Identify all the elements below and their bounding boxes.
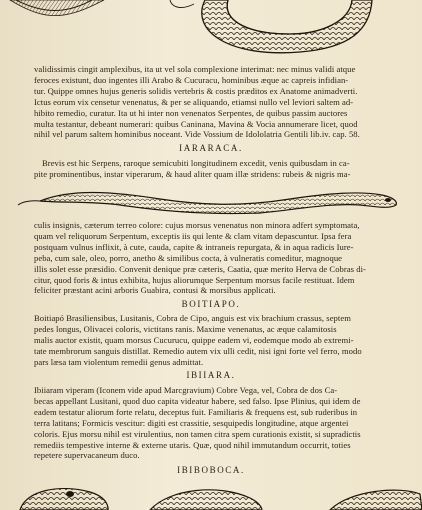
text-line: Brevis est hic Serpens, raroque semicubiti longitudinem excedit, venis quibusdam in ca- [42, 158, 350, 168]
text-line: Ibiiaram viperam (Iconem vide apud Marcgravium) Cobre Vega, vel, Cobra de dos Ca- [34, 385, 338, 395]
section-heading-ibiiara: IBIIARA. [186, 370, 236, 380]
text-line: becas appellant Lusitani, quod duo capita videatur habere, sed falso. Ipse Plinius, qui idem de [34, 395, 361, 406]
text-line: pedes longus, Olivacei coloris, victitans ranis. Maxime venenatus, ac æque calamitosis [34, 323, 337, 334]
text-line: peba, cum sale, oleo, porro, anetho & similibus cocta, à vulneratis comeditur, magnoque [34, 252, 343, 263]
text-line: pite prominentibus, instar viperarum, & haud aliter quam illæ stridens: rubeis & nigris ma- [34, 168, 351, 179]
text-line: eadem testatur aliorum forte relatu, deceptus fuit. Familiaris & frequens est, sub ruderibus in [34, 406, 358, 417]
text-line: nihil vel parum saltem hominibus noceant. Vide Vossium de Idololatria Gentili lib.iv. cap. 58. [34, 129, 360, 140]
text-line: illis solet esse præsidio. Convenit denique præ cæteris, Caatia, quæ merito Herva de Cobras di- [34, 263, 366, 274]
text-line: malis auctor existit, quam morsus Cucurucu, quippe eadem vi, eodemque modo ab extremi- [34, 334, 354, 345]
iararaca-body [34, 220, 406, 296]
text-line: tate membrorum sanguis distillat. Remedio autem vix ulli cedit, nisi igni forte vel ferro, modo [34, 345, 362, 356]
text-line: citur, quod foris & intus exhibita, hujus aliorumque Serpentum morsus facile restituat. Idem [34, 274, 355, 285]
text-line: quam vel reliquorum Serpentum, exceptis iis qui lente & clam vitam depascuntur. Ipsa fera [34, 230, 352, 241]
text-line: tur. Quippe omnes hujus generis solidis vertebris & costis præditos ex Anatome animadverti. [34, 85, 358, 96]
boitiapo-body [34, 313, 406, 368]
section-heading-iararaca: IARARACA. [179, 143, 243, 153]
text-line: feroces existunt, duo ingentes illi Arabo & Cucuracu, hominibus æque ac capreis infidian- [34, 74, 349, 85]
text-line: hibito remedio, curatur. Ita ut hi inter non venenatos Serpentes, de quibus passim auctores [34, 107, 348, 118]
text-line: validissimis cingit amplexibus, ita ut vel sola complexione interimat: nec minus validi atque [34, 64, 356, 74]
text-line: terra latitans; Formicis vescitur: digiti est crassitie, sesquipedis longitudine, atque argentei [34, 417, 349, 428]
section-heading-boitiapo: BOITIAPO. [181, 299, 241, 309]
text-line: culis insignis, cæterum terreo colore: cujus morsus venenatus non minora adfert symptomata, [34, 220, 360, 230]
iararaca-intro [34, 158, 406, 180]
text-line: coloris. Ejus morsu nihil est virulentius, non tamen citra spem curationis existit, si supradictis [34, 428, 361, 439]
text-line: remediis tempestive interne & externe utaris. Quæ, quod nihil immutandum occurrit, toties [34, 439, 351, 450]
text-line: pars læsa tam violentum remedii genus admittat. [34, 356, 204, 367]
ibiiara-body [34, 385, 406, 461]
text-line: Ictus eorum vix censetur venenatus, & per se aliquando, etiamsi nullo vel leviori saltem ad- [34, 96, 354, 107]
text-line: repetere supervacaneum duco. [34, 450, 140, 461]
top-paragraph [34, 64, 406, 140]
text-line: Boitiapó Brasiliensibus, Lusitanis, Cobra de Cipo, anguis est vix brachium crassus, septem [34, 313, 351, 323]
text-line: multa testantur, debeant numerari: quibus Caninana, Mavina & Vocia annumerare licet, quod [34, 118, 358, 129]
text-line: feliciter præstant acini arboris Guabira, contusi & morsibus applicati. [34, 285, 276, 296]
snake-engraving-iararaca [0, 181, 422, 217]
section-heading-ibiboboca: IBIBOBOCA. [177, 465, 245, 475]
text-line: postquam vulnus inflixit, à cute, cauda, capite & intraneis repurgata, & in aqua radicis Iure- [34, 241, 354, 252]
snake-engraving-top [0, 0, 422, 62]
snake-engraving-bottom [0, 480, 422, 510]
